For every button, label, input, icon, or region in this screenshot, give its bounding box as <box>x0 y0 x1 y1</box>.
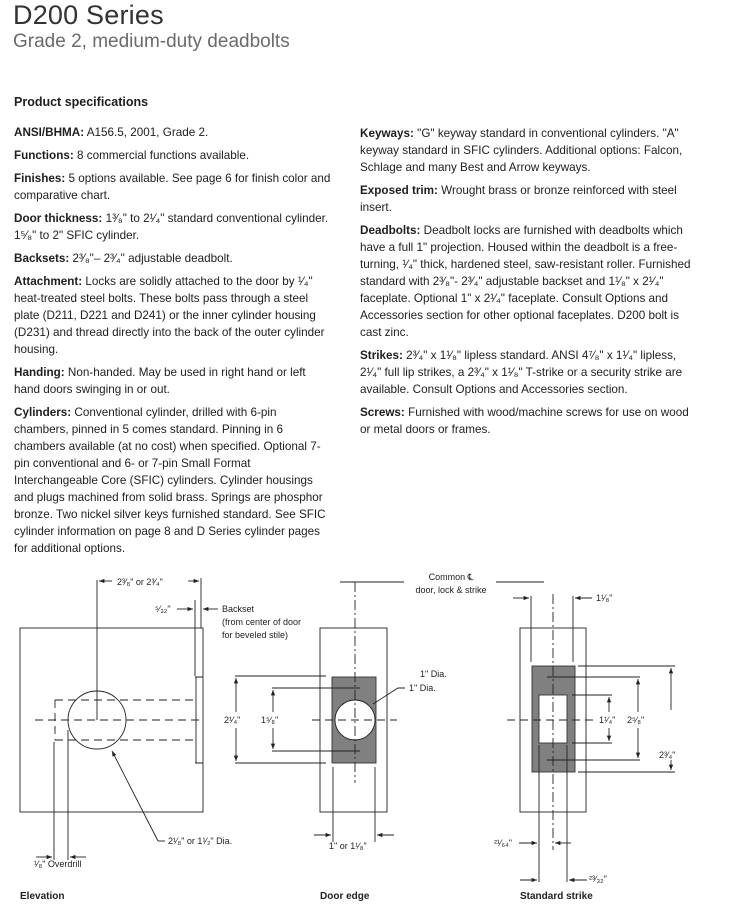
spec-label: Deadbolts: <box>360 224 421 237</box>
spec-label: Finishes: <box>14 172 66 185</box>
spec-text: Non-handed. May be used in right hand or left hand doors swinging in or out. <box>14 366 306 396</box>
spec-label: Exposed trim: <box>360 184 438 197</box>
spec-label: Keyways: <box>360 127 414 140</box>
common-cl-label-2: door, lock & strike <box>415 585 487 595</box>
spec-text: Conventional cylinder, drilled with 6-pin chambers, pinned in 5 comes standard. Pinning in 6 chambers available (at no cost) when specified. Optional 7-pin conventional and 6- or 7-pin Small Format Interchangeable Core (SFIC) cylinders. Cylinder housings and plugs machined from solid brass. Springs are phosphor bronze. Two nickel silver keys furnished standard. See SFIC cylinder information on page 8 and D Series cylinder pages for additional options. <box>14 406 326 555</box>
spec-label: Cylinders: <box>14 406 72 419</box>
door-edge-outer-height: 2¹⁄₄" <box>224 715 241 725</box>
backset-label-2: (from center of door <box>222 617 302 627</box>
spec-text: 2³⁄₄" x 1¹⁄₈" lipless standard. ANSI 4⁷⁄₈" x 1¹⁄₄" lipless, 2¹⁄₄" full lip strikes, a 2³⁄₄" x 1¹⁄₈" T-strike or a security strike are available. Consult Options and Accessories section. <box>360 349 683 396</box>
door-edge-width: 1" or 1¹⁄₈" <box>329 841 367 851</box>
page-subtitle: Grade 2, medium-duty deadbolts <box>13 31 290 52</box>
spec-label: Screws: <box>360 406 405 419</box>
overdrill-label: ¹⁄₈" Overdrill <box>34 859 82 869</box>
spec-label: Backsets: <box>14 252 70 265</box>
strike-outer-height: 2³⁄₄" <box>659 750 676 760</box>
bore-dimension: 2¹⁄₈" or 1¹⁄₂" Dia. <box>168 836 233 846</box>
standard-strike-diagram <box>507 594 675 882</box>
spec-label: ANSI/BHMA: <box>14 126 85 139</box>
elevation-diagram <box>20 578 218 860</box>
spec-text: 2³⁄₈"– 2³⁄₄" adjustable deadbolt. <box>69 252 233 265</box>
spec-text: 1³⁄₈" to 2¹⁄₄" standard conventional cylinder. 1⁵⁄₈" to 2" SFIC cylinder. <box>14 212 329 242</box>
dia-label-2: 1" Dia. <box>409 683 436 693</box>
spec-label: Handing: <box>14 366 65 379</box>
spec-text: Deadbolt locks are furnished with deadbolts which have a full 1" projection. Housed within the deadbolt is a free-turning, ¹⁄₄" thick, hardened steel, saw-resistant roller. Furnished standard with 2³⁄₈"- 2³⁄₄" adjustable backset and 1¹⁄₈" x 2¹⁄₄" faceplate. Optional 1" x 2¹⁄₄" faceplate. Consult Options and Accessories section for other optional faceplates. D200 bolt is cast zinc. <box>360 224 691 339</box>
spec-label: Attachment: <box>14 275 83 288</box>
spec-label: Functions: <box>14 149 74 162</box>
spec-text: A156.5, 2001, Grade 2. <box>84 126 209 139</box>
strike-offset-b: ²³⁄₃₂" <box>589 874 607 884</box>
section-title: Product specifications <box>14 95 149 109</box>
backset-label-3: for beveled stile) <box>222 630 289 640</box>
strike-caption: Standard strike <box>520 891 593 902</box>
strike-window-height: 1¹⁄₄" <box>599 715 616 725</box>
spec-text: 8 commercial functions available. <box>73 149 250 162</box>
strike-offset-a: ²¹⁄₆₄" <box>494 838 512 848</box>
spec-text: Wrought brass or bronze reinforced with steel insert. <box>360 184 677 214</box>
spec-text: 5 options available. See page 6 for finish color and comparative chart. <box>14 172 331 202</box>
offset-dimension: ⁵⁄₃₂" <box>155 604 171 614</box>
dia-label-1: 1" Dia. <box>420 669 447 679</box>
common-cl-label-1: Common ℄ <box>428 572 474 582</box>
strike-inner-height: 2⁵⁄₈" <box>627 715 645 725</box>
backset-label-1: Backset <box>222 604 255 614</box>
backset-dimension: 2³⁄₈" or 2³⁄₄" <box>117 577 163 587</box>
elevation-caption: Elevation <box>20 891 65 902</box>
spec-text: "G" keyway standard in conventional cylinders. "A" keyway standard in SFIC cylinders. Additional options: Falcon, Schlage and many Best and Arrow keyways. <box>360 127 683 174</box>
spec-label: Door thickness: <box>14 212 103 225</box>
spec-text: Locks are solidly attached to the door by ¹⁄₄" heat-treated steel bolts. These bolts pass through a steel plate (D211, D221 and D241) or the inner cylinder housing (D231) and thread directly into the back of the outer cylinder housing. <box>14 275 325 356</box>
door-edge-inner-height: 1⁵⁄₈" <box>261 715 279 725</box>
spec-label: Strikes: <box>360 349 403 362</box>
door-edge-caption: Door edge <box>320 891 370 902</box>
page-title: D200 Series <box>13 0 164 30</box>
strike-width: 1¹⁄₈" <box>596 593 613 603</box>
spec-text: Furnished with wood/machine screws for use on wood or metal doors or frames. <box>360 406 689 436</box>
